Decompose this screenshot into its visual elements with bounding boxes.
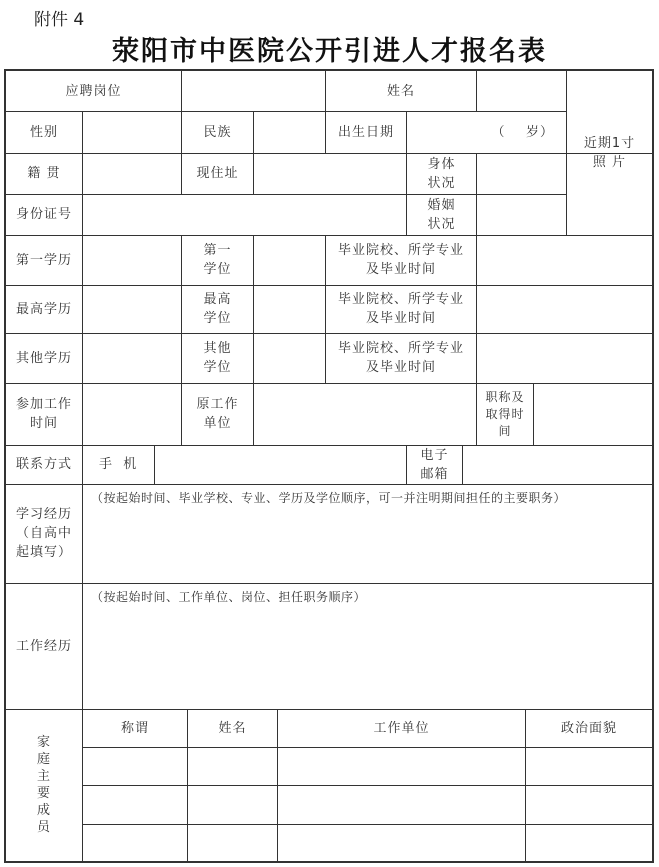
degree-highest-input[interactable]	[254, 285, 325, 333]
edu-first-input[interactable]	[83, 235, 181, 285]
family-row-1-political[interactable]	[526, 748, 652, 785]
email-input[interactable]	[463, 445, 652, 484]
position-input[interactable]	[182, 71, 325, 111]
label-edu-first: 第一学历	[15, 252, 72, 268]
marital-input[interactable]	[477, 194, 566, 235]
family-row-3-relation[interactable]	[83, 825, 187, 861]
school-highest-input[interactable]	[477, 285, 652, 333]
family-row-2-political[interactable]	[526, 786, 652, 824]
family-header-political: 政治面貌	[560, 720, 617, 736]
school-first-input[interactable]	[477, 235, 652, 285]
family-row-2-name[interactable]	[188, 786, 277, 824]
label-degree-other: 其他 学位	[203, 341, 232, 375]
label-degree-highest: 最高 学位	[203, 292, 232, 326]
work-start-input[interactable]	[83, 383, 181, 445]
label-mobile: 手 机	[99, 457, 138, 472]
work-history-input[interactable]	[83, 583, 652, 709]
attachment-label: 附件 4	[34, 10, 85, 30]
school-other-input[interactable]	[477, 333, 652, 383]
ethnicity-input[interactable]	[254, 111, 325, 153]
family-row-3-employer[interactable]	[278, 825, 525, 861]
label-school-other: 毕业院校、所学专业 及毕业时间	[337, 341, 464, 375]
label-edu-highest: 最高学历	[15, 301, 72, 317]
health-input[interactable]	[477, 153, 566, 194]
family-row-1-employer[interactable]	[278, 748, 525, 785]
label-work-start: 参加工作 时间	[15, 397, 72, 431]
label-study-history: 学习经历 （自高中 起填写）	[15, 507, 72, 560]
label-school-first: 毕业院校、所学专业 及毕业时间	[337, 243, 464, 277]
address-input[interactable]	[254, 153, 406, 194]
label-birth-date: 出生日期	[337, 124, 394, 140]
label-family: 家 庭 主 要 成 员	[36, 735, 51, 835]
label-gender: 性别	[29, 124, 58, 140]
registration-form	[4, 69, 654, 863]
family-row-2-employer[interactable]	[278, 786, 525, 824]
label-id-number: 身份证号	[15, 207, 72, 222]
label-ethnicity: 民族	[203, 124, 232, 140]
study-history-note: （按起始时间、毕业学校、专业、学历及学位顺序，可一并注明期间担任的主要职务）	[91, 491, 567, 505]
label-title-time: 职称及 取得时 间	[485, 389, 525, 438]
label-marital: 婚姻 状况	[427, 197, 456, 232]
label-edu-other: 其他学历	[15, 350, 72, 366]
hometown-input[interactable]	[83, 153, 181, 194]
label-health: 身体 状况	[427, 156, 456, 191]
label-name: 姓名	[386, 83, 415, 99]
label-degree-first: 第一 学位	[203, 243, 232, 277]
family-row-2-relation[interactable]	[83, 786, 187, 824]
family-header-employer: 工作单位	[373, 720, 430, 736]
family-row-1-relation[interactable]	[83, 748, 187, 785]
label-email: 电子 邮箱	[420, 447, 449, 482]
label-position: 应聘岗位	[65, 83, 122, 99]
label-hometown: 籍 贯	[27, 166, 61, 181]
family-row-3-political[interactable]	[526, 825, 652, 861]
edu-highest-input[interactable]	[83, 285, 181, 333]
prev-employer-input[interactable]	[254, 383, 476, 445]
label-address: 现住址	[196, 166, 239, 181]
work-history-note: （按起始时间、工作单位、岗位、担任职务顺序）	[91, 590, 367, 604]
name-input[interactable]	[477, 71, 566, 111]
family-row-1-name[interactable]	[188, 748, 277, 785]
id-number-input[interactable]	[83, 194, 406, 235]
form-title: 荥阳市中医院公开引进人才报名表	[112, 36, 547, 67]
gender-input[interactable]	[83, 111, 181, 153]
title-time-input[interactable]	[534, 383, 652, 445]
degree-other-input[interactable]	[254, 333, 325, 383]
mobile-input[interactable]	[155, 445, 406, 484]
family-row-3-name[interactable]	[188, 825, 277, 861]
label-prev-employer: 原工作 单位	[196, 397, 239, 431]
edu-other-input[interactable]	[83, 333, 181, 383]
photo-box[interactable]: 近期1寸 照 片	[583, 136, 636, 170]
label-contact: 联系方式	[15, 457, 72, 472]
study-history-input[interactable]	[83, 484, 652, 583]
birth-date-input[interactable]: （ 岁）	[491, 124, 554, 140]
degree-first-input[interactable]	[254, 235, 325, 285]
family-header-name: 姓名	[218, 720, 247, 736]
family-header-relation: 称谓	[120, 720, 149, 736]
label-work-history: 工作经历	[15, 638, 72, 654]
label-school-highest: 毕业院校、所学专业 及毕业时间	[337, 292, 464, 326]
